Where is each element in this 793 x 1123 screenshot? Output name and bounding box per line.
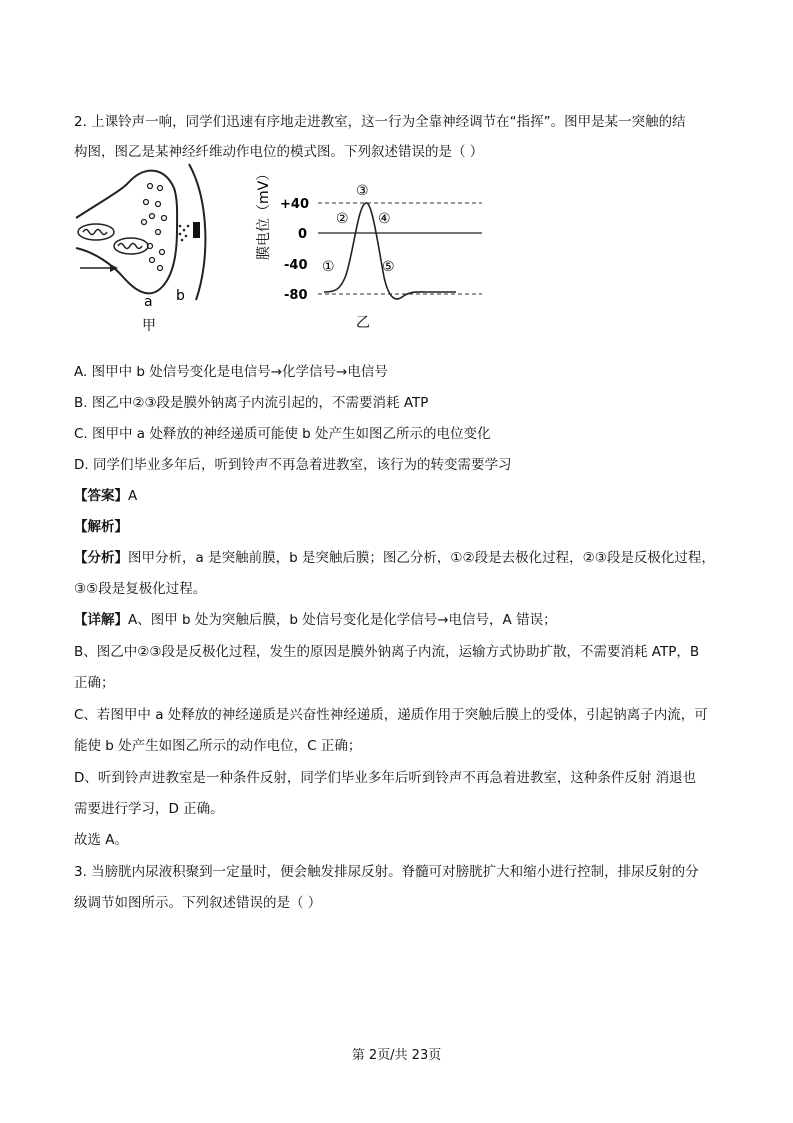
q2-option-a: A. 图甲中 b 处信号变化是电信号→化学信号→电信号 (74, 364, 388, 380)
q2-d-explain-line2: 需要进行学习，D 正确。 (74, 801, 224, 817)
answer-label: 【答案】 (74, 488, 128, 504)
q2-xiangjie-line1 (74, 610, 743, 630)
q2-option-b: B. 图乙中②③段是膜外钠离子内流引起的，不需要消耗 ATP (74, 395, 429, 411)
q2-d-explain-line1: D、听到铃声进教室是一种条件反射，同学们毕业多年后听到铃声不再急着进教室，这种条件反射 消退也 (74, 770, 697, 786)
marker-2: ② (336, 211, 349, 227)
tick-0: 0 (298, 227, 308, 242)
page-footer: 第 2页/共 23页 (351, 1048, 442, 1063)
q2-option-d: D. 同学们毕业多年后，听到铃声不再急着进教室，该行为的转变需要学习 (74, 457, 512, 473)
q2-analysis-label (74, 517, 743, 537)
mitochondrion (78, 224, 148, 254)
xiangjie-label: 【详解】 (74, 612, 128, 628)
marker-4: ④ (378, 211, 391, 227)
q2-conclusion: 故选 A。 (74, 832, 129, 848)
fenxi-text: 图甲分析，a 是突触前膜，b 是突触后膜；图乙分析，①②段是去极化过程，②③段是反极化过程， (128, 550, 715, 566)
q2-b-explain-line1: B、图乙中②③段是反极化过程，发生的原因是膜外钠离子内流，运输方式协助扩散，不需要消耗 ATP，B (74, 644, 700, 660)
q3-stem-line1: 3. 当膀胱内尿液积聚到一定量时，便会触发排尿反射。脊髓可对膀胱扩大和缩小进行控制，排尿反射的分 (74, 864, 699, 880)
caption-yi: 乙 (356, 315, 370, 331)
figure-yi-action-potential (250, 165, 490, 335)
tick-plus40: +40 (280, 197, 309, 212)
figure-jia-synapse (74, 160, 224, 340)
caption-jia: 甲 (142, 318, 156, 334)
tick-minus80: -80 (284, 288, 308, 303)
q2-c-explain-line2: 能使 b 处产生如图乙所示的动作电位，C 正确； (74, 738, 362, 754)
label-b: b (176, 288, 185, 304)
xiangjie-text: A、图甲 b 处为突触后膜，b 处信号变化是化学信号→电信号，A 错误； (128, 612, 557, 628)
neurotransmitter-dots (179, 225, 190, 242)
analysis-label: 【解析】 (74, 519, 128, 535)
synaptic-vesicles (142, 184, 167, 271)
q2-c-explain-line1: C、若图甲中 a 处释放的神经递质是兴奋性神经递质，递质作用于突触后膜上的受体，引起钠离子内流，可 (74, 707, 708, 723)
fenxi-label: 【分析】 (74, 550, 128, 566)
marker-3: ③ (356, 183, 369, 199)
label-a: a (144, 294, 153, 310)
q2-stem-line1: 2. 上课铃声一响，同学们迅速有序地走进教室，这一行为全靠神经调节在“指挥”。图甲是某一突触的结 (74, 114, 686, 130)
q2-stem-line2: 构图，图乙是某神经纤维动作电位的模式图。下列叙述错误的是（ ） (74, 144, 484, 160)
tick-minus40: -40 (284, 258, 308, 273)
q2-b-explain-line2: 正确； (74, 675, 115, 691)
q2-option-c: C. 图甲中 a 处释放的神经递质可能使 b 处产生如图乙所示的电位变化 (74, 426, 491, 442)
marker-5: ⑤ (382, 259, 395, 275)
y-axis-label: 膜电位（mV） (256, 166, 272, 260)
q3-stem-line2: 级调节如图所示。下列叙述错误的是（ ） (74, 895, 322, 911)
q2-fenxi-line2: ③⑤段是复极化过程。 (74, 581, 207, 597)
q2-fenxi-line1 (74, 548, 743, 568)
marker-1: ① (322, 259, 335, 275)
receptor (193, 222, 200, 238)
q2-answer (74, 486, 743, 506)
answer-value: A (128, 488, 138, 504)
